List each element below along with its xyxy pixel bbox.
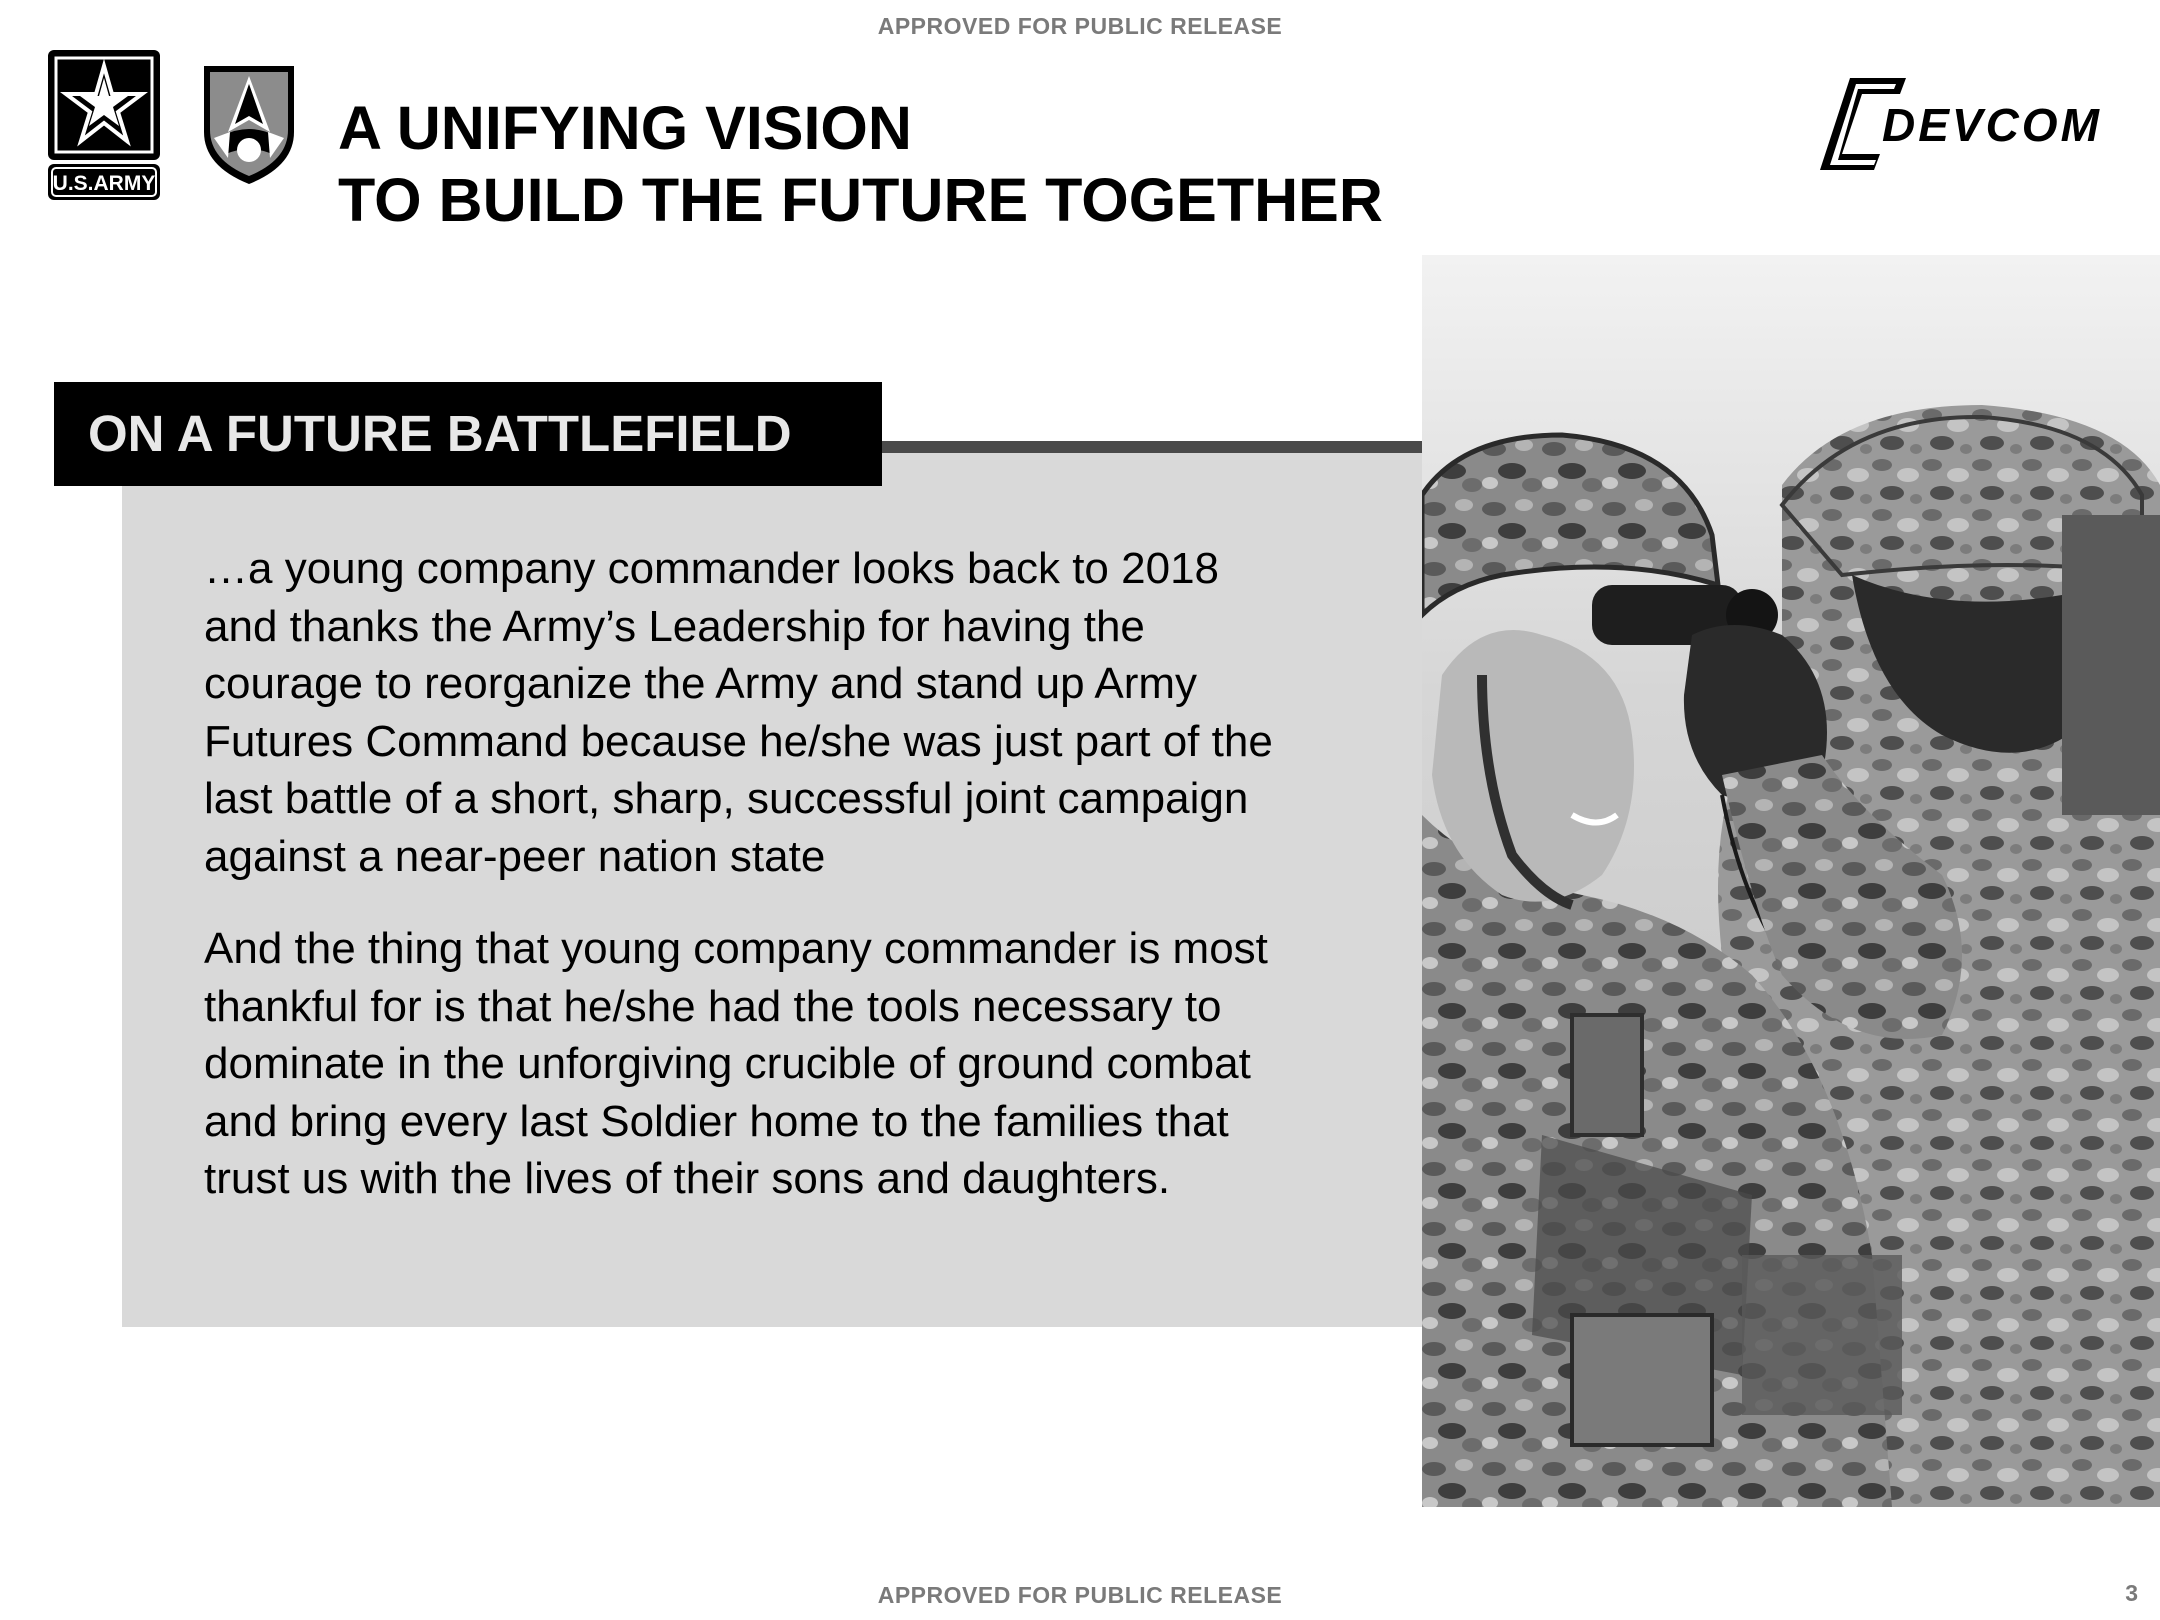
page-title: [338, 92, 1383, 236]
paragraph-line: thankful for is that he/she had the tools necessary to: [204, 981, 1222, 1031]
body-text: [204, 540, 1404, 1243]
paragraph-line: Futures Command because he/she was just part of the: [204, 716, 1273, 766]
paragraph-2: [204, 920, 1404, 1208]
paragraph-1: [204, 540, 1404, 885]
page-number: 3: [2125, 1580, 2138, 1606]
section-divider-rule: [880, 441, 1422, 453]
paragraph-line: And the thing that young company commander is most: [204, 924, 1268, 973]
devcom-logo-text: DEVCOM: [1882, 99, 2102, 151]
paragraph-line: trust us with the lives of their sons and daughters.: [204, 1154, 1171, 1203]
paragraph-line: dominate in the unforgiving crucible of ground combat: [204, 1039, 1251, 1088]
paragraph-line: last battle of a short, sharp, successful joint campaign: [204, 774, 1249, 823]
paragraph-line: against a near-peer nation state: [204, 831, 826, 881]
devcom-logo-icon: [1816, 72, 2112, 176]
title-line-2: TO BUILD THE FUTURE TOGETHER: [338, 166, 1383, 234]
army-futures-command-shield-icon: [200, 62, 298, 188]
release-banner-top: APPROVED FOR PUBLIC RELEASE: [877, 13, 1283, 39]
paragraph-line: …a young company commander looks back to 2018: [204, 544, 1220, 593]
paragraph-line: and thanks the Army’s Leadership for having the: [204, 601, 1145, 651]
release-banner-bottom: APPROVED FOR PUBLIC RELEASE: [877, 1582, 1283, 1608]
paragraph-line: and bring every last Soldier home to the families that: [204, 1096, 1229, 1146]
soldiers-photo: [1422, 255, 2160, 1507]
army-logo-text: U.S.ARMY: [52, 172, 156, 195]
title-line-1: A UNIFYING VISION: [338, 94, 912, 162]
army-star-logo-icon: [48, 50, 164, 204]
paragraph-line: courage to reorganize the Army and stand up Army: [204, 659, 1198, 708]
section-header: ON A FUTURE BATTLEFIELD: [54, 382, 882, 486]
